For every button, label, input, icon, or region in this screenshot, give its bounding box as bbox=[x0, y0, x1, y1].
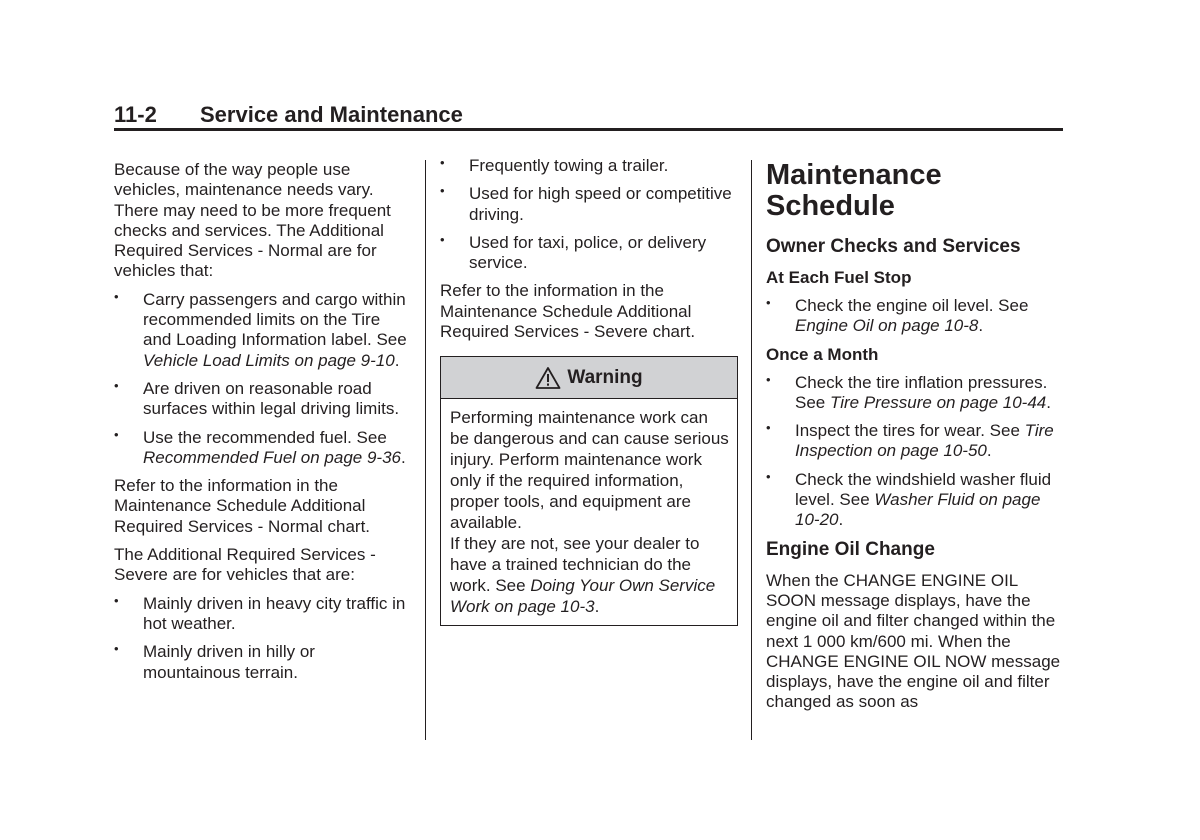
list-item: • Used for high speed or competitive driving. bbox=[440, 183, 732, 224]
list-item: • Check the tire inflation pressures. See Tire Pressure on page 10-44. bbox=[766, 371, 1051, 412]
warning-triangle-icon bbox=[535, 366, 561, 390]
warning-title: Warning bbox=[567, 366, 643, 388]
cross-reference[interactable]: Vehicle Load Limits on page 9-10 bbox=[143, 350, 395, 370]
bullet-icon: • bbox=[766, 371, 771, 387]
list-item: • Inspect the tires for wear. See Tire Inspection on page 10-50. bbox=[766, 420, 1054, 461]
column-2 bbox=[440, 156, 738, 626]
list-item: • Check the windshield washer fluid level. See Washer Fluid on page 10-20. bbox=[766, 468, 1052, 530]
monthly-heading: Once a Month bbox=[766, 344, 879, 364]
column-divider bbox=[751, 160, 752, 740]
list-item: • Frequently towing a trailer. bbox=[440, 155, 669, 175]
bullet-icon: • bbox=[114, 377, 119, 393]
severe-intro: The Additional Required Services - Severe are for vehicles that are: bbox=[114, 545, 376, 585]
section-heading: Owner Checks and Services bbox=[766, 236, 1021, 257]
monthly-list bbox=[766, 373, 1066, 531]
list-item: • Used for taxi, police, or delivery service. bbox=[440, 231, 707, 273]
warning-header bbox=[441, 357, 737, 399]
list-item: • Are driven on reasonable road surfaces within legal driving limits. bbox=[114, 377, 400, 419]
column-3 bbox=[766, 156, 1066, 721]
cross-reference[interactable]: Tire Pressure on page 10-44 bbox=[829, 392, 1047, 412]
header-rule bbox=[114, 128, 1063, 131]
cross-reference[interactable]: Tire Inspection on page 10-50 bbox=[795, 421, 1054, 461]
fuel-stop-list bbox=[766, 296, 1066, 337]
fuel-stop-heading: At Each Fuel Stop bbox=[766, 268, 912, 287]
intro-paragraph: Because of the way people use vehicles, maintenance needs vary. There may need to be more frequent checks and services. The Additional Required Services - Normal are for vehicles that: bbox=[114, 160, 391, 281]
column-1 bbox=[114, 160, 410, 691]
bullet-icon: • bbox=[440, 183, 445, 199]
bullet-icon: • bbox=[766, 468, 771, 484]
section-title: Service and Maintenance bbox=[200, 102, 463, 127]
severe-chart-reference: Refer to the information in the Maintenance Schedule Additional Required Services - Severe chart. bbox=[440, 281, 696, 342]
warning-box bbox=[440, 356, 738, 626]
list-item: • Use the recommended fuel. See Recommended Fuel on page 9-36. bbox=[114, 426, 406, 467]
list-item: • Carry passengers and cargo within recommended limits on the Tire and Loading Information label. See Vehicle Load Limits on page 9-10. bbox=[114, 288, 407, 370]
bullet-icon: • bbox=[440, 155, 445, 170]
oil-change-text: When the CHANGE ENGINE OIL SOON message displays, have the engine oil and filter changed within the next 1 000 km/600 mi. When the CHANGE ENGINE OIL NOW message displays, have the engine oil and filter changed as soon as bbox=[766, 570, 1061, 712]
bullet-icon: • bbox=[766, 295, 771, 310]
list-item: • Mainly driven in hilly or mountainous terrain. bbox=[114, 641, 315, 682]
chapter-heading: Maintenance Schedule bbox=[766, 159, 942, 222]
bullet-icon: • bbox=[114, 288, 119, 304]
bullet-icon: • bbox=[440, 231, 445, 247]
list-item: • Mainly driven in heavy city traffic in hot weather. bbox=[114, 592, 406, 633]
severe-conditions-list bbox=[114, 594, 410, 683]
normal-chart-reference: Refer to the information in the Maintenance Schedule Additional Required Services - Normal chart. bbox=[114, 476, 371, 536]
bullet-icon: • bbox=[114, 641, 119, 657]
cross-reference[interactable]: Doing Your Own Service Work on page 10-3 bbox=[450, 576, 716, 617]
bullet-icon: • bbox=[114, 592, 119, 608]
normal-conditions-list bbox=[114, 290, 410, 468]
cross-reference[interactable]: Washer Fluid on page 10-20 bbox=[795, 490, 1041, 530]
warning-body: Performing maintenance work can be dangerous and can cause serious injury. Perform maintenance work only if the required information, proper tools, and equipment are available. If they are not, see your dealer to have a trained technician do the work. See Doing Your Own Service Work on page 10-3. bbox=[450, 408, 729, 617]
oil-change-heading: Engine Oil Change bbox=[766, 538, 935, 560]
cross-reference[interactable]: Recommended Fuel on page 9-36 bbox=[143, 447, 401, 467]
page-number: 11-2 bbox=[114, 102, 157, 127]
bullet-icon: • bbox=[114, 426, 119, 442]
severe-conditions-list-cont bbox=[440, 156, 738, 273]
page-header bbox=[114, 100, 1063, 132]
column-divider bbox=[425, 160, 426, 740]
list-item: • Check the engine oil level. See Engine Oil on page 10-8. bbox=[766, 295, 1029, 336]
cross-reference[interactable]: Engine Oil on page 10-8 bbox=[795, 316, 979, 336]
bullet-icon: • bbox=[766, 420, 771, 436]
